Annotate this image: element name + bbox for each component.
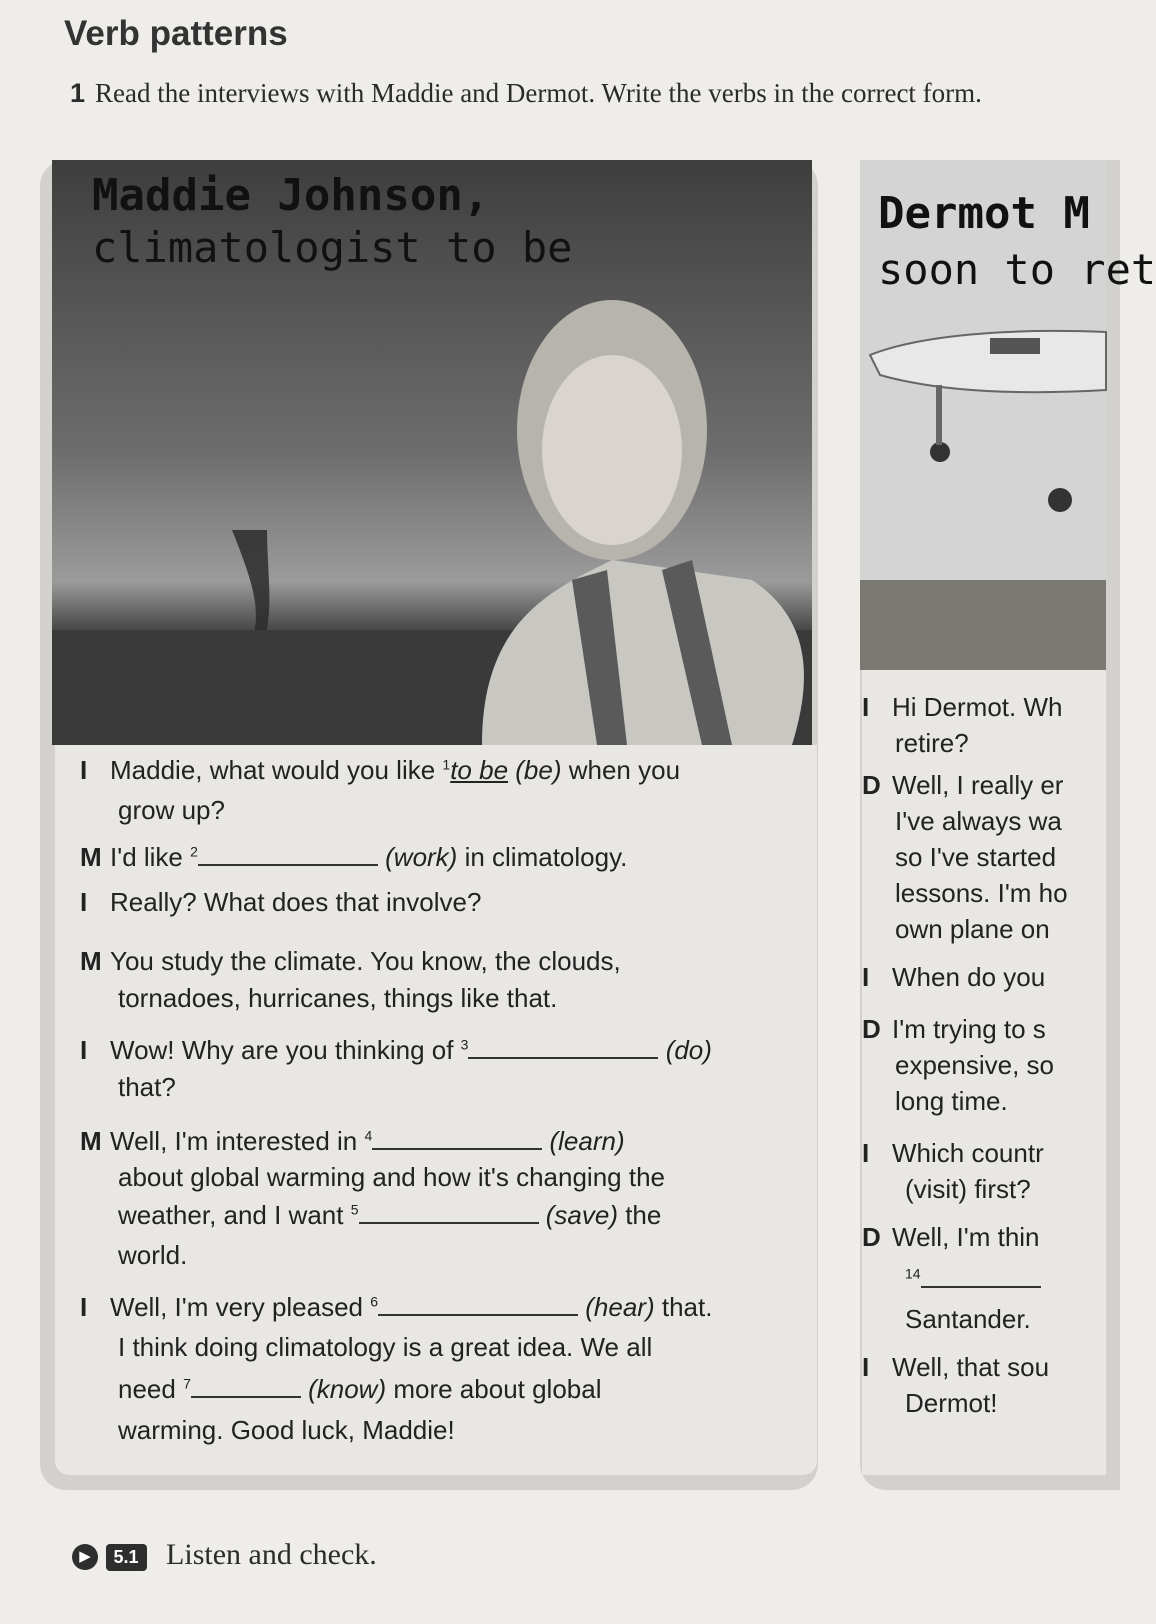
dermot-line bbox=[905, 1262, 1041, 1296]
line-text-after: that. bbox=[654, 1292, 713, 1322]
dermot-line bbox=[862, 1012, 1046, 1046]
line-text: so I've started bbox=[895, 842, 1057, 872]
line-text: need bbox=[118, 1374, 184, 1404]
speaker-label: I bbox=[862, 692, 870, 722]
dermot-line bbox=[895, 840, 1056, 874]
answer-blank[interactable] bbox=[372, 1126, 542, 1150]
maddie-line bbox=[118, 1160, 665, 1194]
line-text: You study the climate. You know, the clouds, bbox=[110, 946, 621, 976]
dermot-line bbox=[905, 1302, 1031, 1336]
maddie-line bbox=[118, 793, 225, 827]
maddie-subtitle: climatologist to be bbox=[92, 223, 573, 272]
page-title: Verb patterns bbox=[64, 14, 288, 53]
maddie-line bbox=[80, 753, 680, 787]
dermot-heading bbox=[878, 186, 1156, 298]
gap-number: 3 bbox=[460, 1036, 469, 1053]
line-text: grow up? bbox=[118, 795, 225, 825]
maddie-line bbox=[80, 840, 627, 874]
dermot-line bbox=[895, 912, 1050, 946]
line-text-after: more about global bbox=[386, 1374, 602, 1404]
maddie-line bbox=[118, 1330, 652, 1364]
dermot-subtitle: soon to ret bbox=[878, 245, 1156, 294]
line-text: I've always wa bbox=[895, 806, 1062, 836]
line-text: Which countr bbox=[892, 1138, 1044, 1168]
line-text: warming. Good luck, Maddie! bbox=[118, 1415, 455, 1445]
speaker-label: I bbox=[80, 755, 88, 785]
maddie-line bbox=[80, 1124, 625, 1158]
gap-number: 7 bbox=[183, 1375, 191, 1392]
verb-hint: (learn) bbox=[542, 1126, 625, 1156]
maddie-line bbox=[118, 1198, 661, 1232]
instruction-text: Read the interviews with Maddie and Dermot. Write the verbs in the correct form. bbox=[95, 78, 982, 108]
line-text: tornadoes, hurricanes, things like that. bbox=[118, 983, 558, 1013]
line-text: long time. bbox=[895, 1086, 1008, 1116]
line-text: I'd like bbox=[110, 842, 191, 872]
maddie-line bbox=[80, 1033, 712, 1067]
line-text: Wow! Why are you thinking of bbox=[110, 1035, 461, 1065]
dermot-line bbox=[895, 804, 1062, 838]
line-text: Well, I'm thin bbox=[892, 1222, 1040, 1252]
answer-blank[interactable] bbox=[191, 1374, 301, 1398]
answer-blank[interactable] bbox=[468, 1035, 658, 1059]
maddie-line bbox=[80, 885, 481, 919]
answer-blank[interactable] bbox=[198, 842, 378, 866]
dermot-line bbox=[895, 1084, 1008, 1118]
line-text: I think doing climatology is a great idea. We all bbox=[118, 1332, 653, 1362]
speaker-label: I bbox=[80, 1035, 88, 1065]
speaker-label: I bbox=[80, 1292, 88, 1322]
gap-number: 14 bbox=[905, 1265, 921, 1282]
line-text: retire? bbox=[895, 728, 969, 758]
dermot-line bbox=[862, 1350, 1049, 1384]
line-text: lessons. I'm ho bbox=[895, 878, 1068, 908]
speaker-label: I bbox=[862, 962, 870, 992]
line-text: Well, I really er bbox=[892, 770, 1064, 800]
line-text: Dermot! bbox=[905, 1388, 998, 1418]
line-text-after: in climatology. bbox=[457, 842, 628, 872]
answer-blank[interactable] bbox=[378, 1292, 578, 1316]
line-text: Santander. bbox=[905, 1304, 1031, 1334]
dermot-line bbox=[862, 1136, 1044, 1170]
dermot-line bbox=[895, 876, 1068, 910]
speaker-label: I bbox=[862, 1138, 870, 1168]
dermot-line bbox=[862, 1220, 1040, 1254]
dermot-line bbox=[905, 1386, 997, 1420]
exercise-number: 1 bbox=[70, 78, 86, 108]
line-text: world. bbox=[118, 1240, 188, 1270]
listen-and-check bbox=[72, 1538, 377, 1572]
example-answer: to be bbox=[450, 755, 509, 785]
gap-number: 6 bbox=[370, 1293, 379, 1310]
maddie-line bbox=[118, 1413, 455, 1447]
line-text: Well, I'm very pleased bbox=[110, 1292, 371, 1322]
answer-blank[interactable] bbox=[359, 1200, 539, 1224]
line-text: Well, I'm interested in bbox=[110, 1126, 365, 1156]
maddie-line bbox=[118, 1372, 602, 1406]
dermot-line bbox=[905, 1172, 1031, 1206]
exercise-instruction bbox=[70, 78, 1106, 109]
verb-hint: (be) bbox=[508, 755, 562, 785]
line-text: Well, that sou bbox=[892, 1352, 1050, 1382]
maddie-line bbox=[118, 1070, 176, 1104]
speaker-label: D bbox=[862, 770, 881, 800]
maddie-line bbox=[118, 1238, 187, 1272]
gap-number: 2 bbox=[190, 843, 198, 860]
speaker-label: D bbox=[862, 1222, 881, 1252]
maddie-name: Maddie Johnson, bbox=[92, 170, 490, 221]
maddie-heading bbox=[92, 170, 572, 274]
line-text: When do you bbox=[892, 962, 1046, 992]
speaker-label: M bbox=[80, 1126, 102, 1156]
verb-hint: (know) bbox=[300, 1374, 387, 1404]
line-text: Hi Dermot. Wh bbox=[892, 692, 1063, 722]
dermot-line bbox=[862, 768, 1063, 802]
speaker-label: I bbox=[862, 1352, 870, 1382]
speaker-label: M bbox=[80, 842, 102, 872]
dermot-line bbox=[862, 960, 1045, 994]
maddie-line bbox=[80, 944, 621, 978]
audio-speaker-icon[interactable]: ▶ bbox=[72, 1544, 98, 1570]
line-text: weather, and I want bbox=[118, 1200, 351, 1230]
listen-text: Listen and check. bbox=[166, 1538, 377, 1571]
line-text: expensive, so bbox=[895, 1050, 1054, 1080]
gap-number: 4 bbox=[364, 1127, 373, 1144]
audio-track-badge[interactable]: 5.1 bbox=[106, 1544, 147, 1571]
line-text: that? bbox=[118, 1072, 176, 1102]
line-text-after: when you bbox=[561, 755, 681, 785]
verb-hint: (work) bbox=[377, 842, 458, 872]
gap-number: 5 bbox=[350, 1201, 359, 1218]
line-text: Really? What does that involve? bbox=[110, 887, 482, 917]
maddie-line bbox=[80, 1290, 712, 1324]
line-text: about global warming and how it's changing the bbox=[118, 1162, 665, 1192]
line-text-after: the bbox=[617, 1200, 662, 1230]
line-text: I'm trying to s bbox=[892, 1014, 1046, 1044]
verb-hint: (hear) bbox=[578, 1292, 655, 1322]
speaker-label: M bbox=[80, 946, 102, 976]
maddie-line bbox=[118, 981, 557, 1015]
speaker-label: D bbox=[862, 1014, 881, 1044]
dermot-line bbox=[895, 726, 969, 760]
dermot-line bbox=[895, 1048, 1054, 1082]
answer-blank[interactable] bbox=[921, 1264, 1041, 1288]
gap-number: 1 bbox=[442, 756, 451, 773]
verb-hint: (do) bbox=[658, 1035, 712, 1065]
dermot-name: Dermot M bbox=[878, 188, 1090, 239]
verb-hint: (save) bbox=[538, 1200, 618, 1230]
speaker-label: I bbox=[80, 887, 88, 917]
dermot-line bbox=[862, 690, 1062, 724]
line-text: Maddie, what would you like bbox=[110, 755, 443, 785]
line-text: own plane on bbox=[895, 914, 1050, 944]
line-text: (visit) first? bbox=[905, 1174, 1031, 1204]
